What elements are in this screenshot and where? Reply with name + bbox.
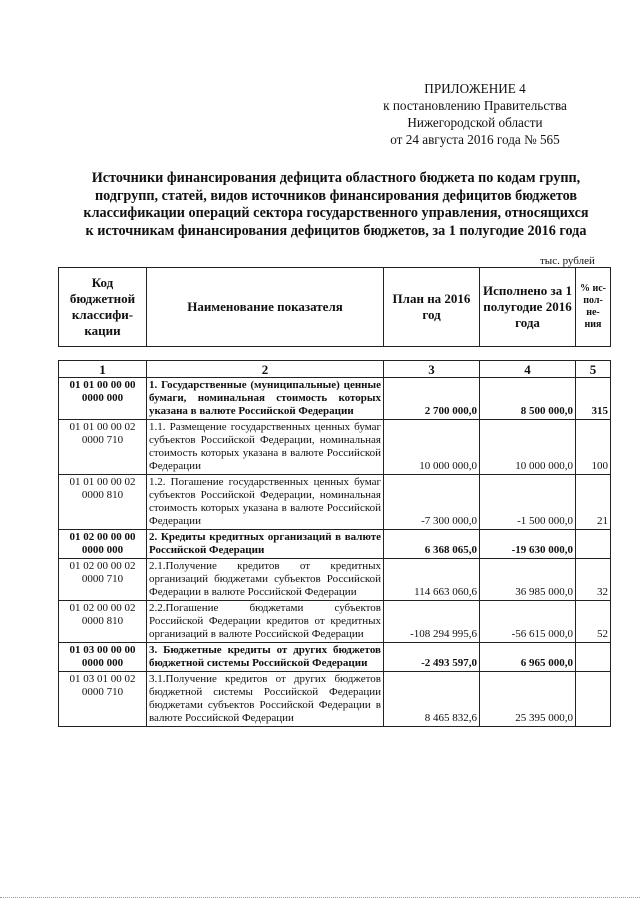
plan-cell: -7 300 000,0 bbox=[384, 475, 480, 530]
appendix-line: к постановлению Правительства bbox=[383, 98, 567, 113]
title-line: подгрупп, статей, видов источников финансирования дефицитов бюджетов bbox=[94, 187, 578, 204]
appendix-line: от 24 августа 2016 года № 565 bbox=[390, 132, 560, 147]
data-table bbox=[58, 360, 611, 727]
code-cell: 01 01 00 00 02 0000 810 bbox=[59, 475, 147, 530]
table-row bbox=[59, 475, 611, 530]
col-header-done: Исполнено за 1 полугодие 2016 года bbox=[480, 268, 576, 347]
done-cell: 10 000 000,0 bbox=[480, 420, 576, 475]
name-cell: 1.2. Погашение государственных ценных бумаг субъектов Российской Федерации, номинальная стоимость которых указана в валюте Российской Федерации bbox=[147, 475, 384, 530]
units-label: тыс. рублей bbox=[540, 255, 595, 267]
table-row bbox=[59, 601, 611, 643]
col-header-name: Наименование показателя bbox=[147, 268, 384, 347]
pct-cell bbox=[576, 643, 611, 672]
code-cell: 01 03 00 00 00 0000 000 bbox=[59, 643, 147, 672]
done-cell: -19 630 000,0 bbox=[480, 530, 576, 559]
plan-cell: 8 465 832,6 bbox=[384, 672, 480, 727]
code-cell: 01 03 01 00 02 0000 710 bbox=[59, 672, 147, 727]
table-row bbox=[59, 420, 611, 475]
pct-cell: 21 bbox=[576, 475, 611, 530]
plan-cell: 2 700 000,0 bbox=[384, 378, 480, 420]
table-row bbox=[59, 672, 611, 727]
done-cell: -1 500 000,0 bbox=[480, 475, 576, 530]
code-cell: 01 02 00 00 00 0000 000 bbox=[59, 530, 147, 559]
column-number: 2 bbox=[147, 361, 384, 378]
pct-cell: 32 bbox=[576, 559, 611, 601]
table-row bbox=[59, 378, 611, 420]
name-cell: 1.1. Размещение государственных ценных бумаг субъектов Российской Федерации, номинальная стоимость которых указана в валюте Российской Федерации bbox=[147, 420, 384, 475]
code-cell: 01 02 00 00 02 0000 810 bbox=[59, 601, 147, 643]
pct-cell bbox=[576, 530, 611, 559]
table-row bbox=[59, 530, 611, 559]
done-cell: 8 500 000,0 bbox=[480, 378, 576, 420]
title-line: классификации операций сектора государственного управления, относящихся bbox=[83, 205, 589, 221]
title-line: Источники финансирования дефицита областного бюджета по кодам групп, bbox=[91, 170, 581, 186]
done-cell: 25 395 000,0 bbox=[480, 672, 576, 727]
table-row bbox=[59, 559, 611, 601]
appendix-line: Нижегородской области bbox=[407, 115, 543, 130]
column-number: 5 bbox=[576, 361, 611, 378]
name-cell: 3.1.Получение кредитов от других бюджетов бюджетной системы Российской Федерации бюджетами субъектов Российской Федерации в валюте Российской Федерации bbox=[147, 672, 384, 727]
table-row bbox=[59, 643, 611, 672]
title-line: к источникам финансирования дефицитов бюджетов, за 1 полугодие 2016 года bbox=[85, 222, 587, 239]
code-cell: 01 01 00 00 00 0000 000 bbox=[59, 378, 147, 420]
col-header-code: Код бюджетной классифи-кации bbox=[59, 268, 147, 347]
done-cell: 36 985 000,0 bbox=[480, 559, 576, 601]
pct-cell: 315 bbox=[576, 378, 611, 420]
plan-cell: -2 493 597,0 bbox=[384, 643, 480, 672]
name-cell: 1. Государственные (муниципальные) ценные бумаги, номинальная стоимость которых указана в валюте Российской Федерации bbox=[147, 378, 384, 420]
pct-cell bbox=[576, 672, 611, 727]
appendix-block bbox=[330, 80, 620, 148]
column-number-row bbox=[59, 361, 611, 378]
name-cell: 3. Бюджетные кредиты от других бюджетов бюджетной системы Российской Федерации bbox=[147, 643, 384, 672]
appendix-title: ПРИЛОЖЕНИЕ 4 bbox=[424, 81, 526, 96]
plan-cell: 114 663 060,6 bbox=[384, 559, 480, 601]
col-header-pct: % ис-пол-не-ния bbox=[576, 268, 611, 347]
pct-cell: 52 bbox=[576, 601, 611, 643]
column-number: 1 bbox=[59, 361, 147, 378]
pct-cell: 100 bbox=[576, 420, 611, 475]
plan-cell: 6 368 065,0 bbox=[384, 530, 480, 559]
name-cell: 2. Кредиты кредитных организаций в валюте Российской Федерации bbox=[147, 530, 384, 559]
plan-cell: -108 294 995,6 bbox=[384, 601, 480, 643]
plan-cell: 10 000 000,0 bbox=[384, 420, 480, 475]
header-table bbox=[58, 267, 611, 347]
col-header-plan: План на 2016 год bbox=[384, 268, 480, 347]
done-cell: 6 965 000,0 bbox=[480, 643, 576, 672]
name-cell: 2.2.Погашение бюджетами субъектов Российской Федерации кредитов от кредитных организаций в валюте Российской Федерации bbox=[147, 601, 384, 643]
name-cell: 2.1.Получение кредитов от кредитных организаций бюджетами субъектов Российской Федерации в валюте Российской Федерации bbox=[147, 559, 384, 601]
column-number: 4 bbox=[480, 361, 576, 378]
code-cell: 01 01 00 00 02 0000 710 bbox=[59, 420, 147, 475]
code-cell: 01 02 00 00 02 0000 710 bbox=[59, 559, 147, 601]
done-cell: -56 615 000,0 bbox=[480, 601, 576, 643]
document-title bbox=[56, 170, 616, 240]
column-number: 3 bbox=[384, 361, 480, 378]
